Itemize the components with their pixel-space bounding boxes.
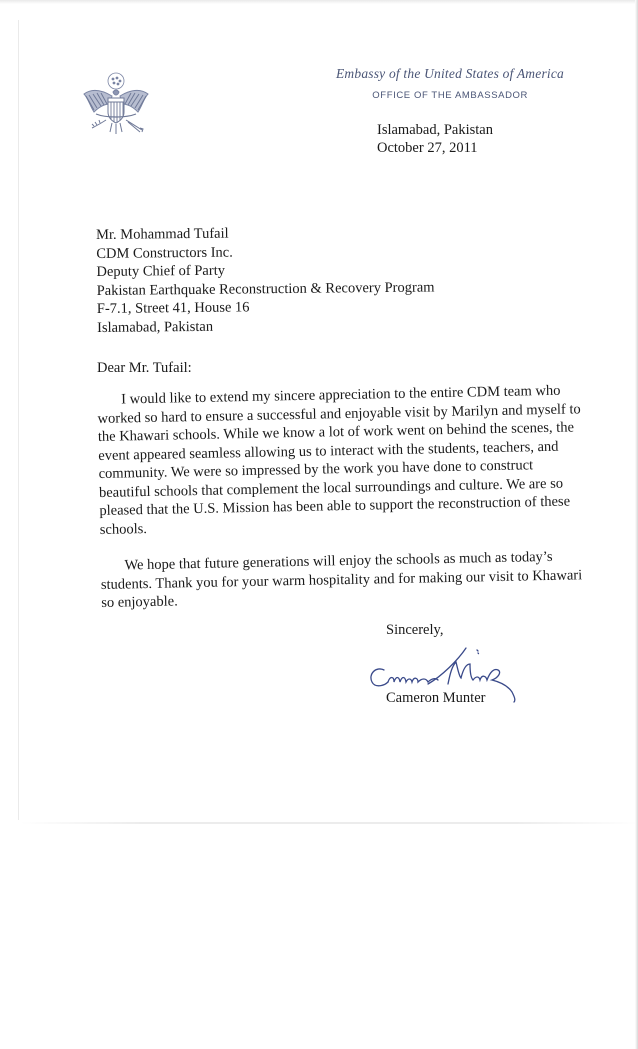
embassy-heading: Embassy of the United States of America (335, 66, 564, 81)
closing: Sincerely, (386, 622, 444, 638)
body-paragraph: I would like to extend my sincere appreciation to the entire CDM team who worked so hard to ensure a successful and enjoyable visit by Marilyn and myself to the Khawari schools. While we know a lot of work went on behind the scenes, the event appeared seamless allowing us to interact with the students, teachers, and community. We were so impressed by the work you have done to construct beautiful schools that complement the local surroundings and culture. We are so pleased that the U.S. Mission has been able to support the reconstruction of these schools. (97, 382, 581, 538)
recipient-line: CDM Constructors Inc. (96, 244, 233, 262)
place-date-block (377, 121, 493, 157)
letter-place: Islamabad, Pakistan (377, 122, 493, 138)
letter-body (97, 381, 590, 630)
recipient-line: Mr. Mohammad Tufail (96, 225, 229, 243)
recipient-line: Islamabad, Pakistan (96, 318, 214, 336)
scan-margin-line (18, 20, 19, 820)
scan-fold-line (20, 822, 638, 824)
letter-date: October 27, 2011 (377, 140, 478, 156)
salutation: Dear Mr. Tufail: (97, 360, 192, 376)
recipient-address (96, 222, 435, 337)
scan-edge-top (0, 0, 638, 4)
recipient-line: Pakistan Earthquake Reconstruction & Recovery Program (96, 278, 435, 299)
office-heading: OFFICE OF THE AMBASSADOR (372, 90, 528, 101)
recipient-line: F-7.1, Street 41, House 16 (96, 299, 250, 317)
body-paragraph: We hope that future generations will enjoy the schools as much as today’s students. Thank you for your warm hospitality and for making our visit to Khawari so enjoyable. (100, 548, 583, 611)
signer-name: Cameron Munter (386, 690, 486, 706)
recipient-line: Deputy Chief of Party (96, 262, 226, 280)
great-seal-icon (76, 68, 156, 140)
